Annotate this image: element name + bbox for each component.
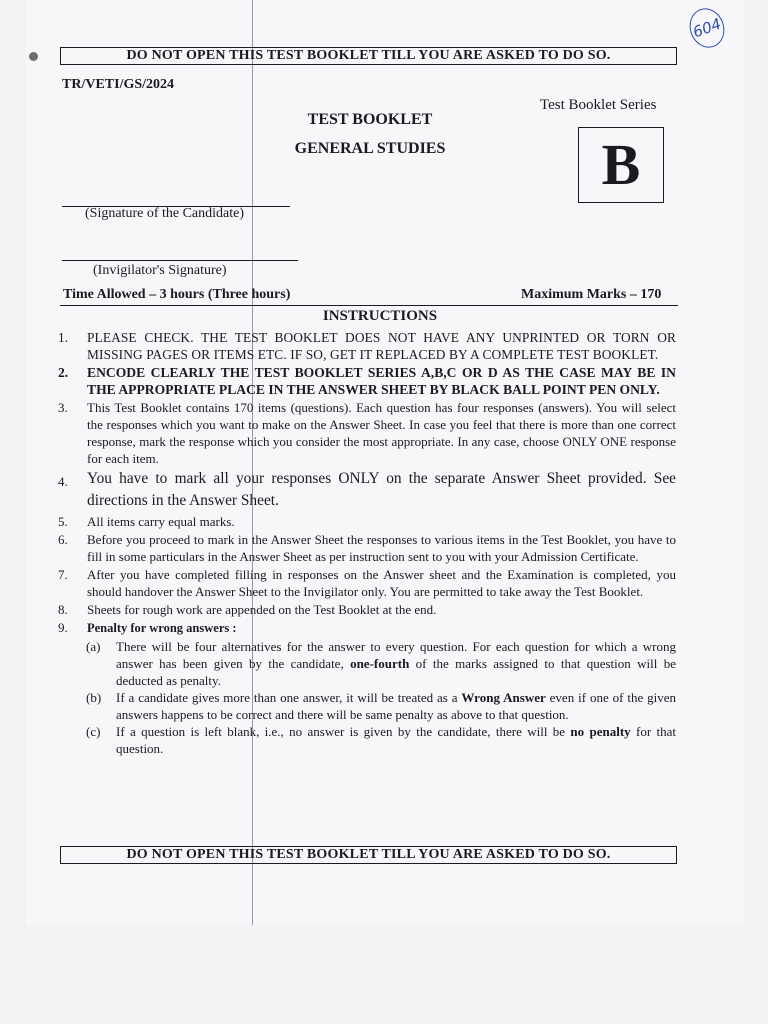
handwritten-number: 604 xyxy=(684,3,730,52)
candidate-signature-label: (Signature of the Candidate) xyxy=(85,206,245,221)
time-allowed-detail: (Three hours) xyxy=(207,287,291,302)
series-letter: B xyxy=(601,132,641,197)
punch-hole-mark xyxy=(29,52,38,61)
subject-title: GENERAL STUDIES xyxy=(294,140,446,157)
invigilator-signature-line xyxy=(62,260,298,261)
header-rule xyxy=(60,305,678,306)
time-allowed-label: Time Allowed – 3 hours xyxy=(63,287,205,302)
instruction-item: 8. Sheets for rough work are appended on the Test Booklet at the end. xyxy=(58,602,437,617)
instructions-list xyxy=(58,329,676,757)
time-allowed xyxy=(63,287,290,303)
instruction-item: 9. Penalty for wrong answers : xyxy=(58,620,237,635)
maximum-marks: Maximum Marks – 170 xyxy=(521,287,662,302)
booklet-title: TEST BOOKLET xyxy=(307,111,433,128)
bottom-warning-banner: DO NOT OPEN THIS TEST BOOKLET TILL YOU ARE ASKED TO DO SO. xyxy=(60,846,677,864)
series-label: Test Booklet Series xyxy=(540,97,657,113)
instruction-item: 7. After you have completed filling in responses on the Answer sheet and the Examination is completed, you should handover the Answer Sheet to the Invigilator only. You are permitted to take away the Test Booklet. xyxy=(58,567,676,599)
instruction-item: 6. Before you proceed to mark in the Answer Sheet the responses to various items in the Test Booklet, you have to fill in some particulars in the Answer Sheet as per instruction sent to you with your Admission Certificate. xyxy=(58,532,676,564)
penalty-item: (a) There will be four alternatives for the answer to every question. For each question for which a wrong answer has been given by the candidate, one-fourth of the marks assigned to that question will be deducted as penalty. xyxy=(86,639,677,688)
booklet-code: TR/VETI/GS/2024 xyxy=(62,77,175,92)
instruction-item: 3. This Test Booklet contains 170 items (questions). Each question has four responses (answers). You will select the responses which you want to make on the Answer Sheet. In case you feel that there is more than one correct response, mark the response which you consider the most appropriate. In any case, choose ONLY ONE response for each item. xyxy=(58,400,676,466)
instructions-title: INSTRUCTIONS xyxy=(322,308,438,324)
instruction-item: 5. All items carry equal marks. xyxy=(58,514,235,529)
top-warning-banner: DO NOT OPEN THIS TEST BOOKLET TILL YOU ARE ASKED TO DO SO. xyxy=(60,47,677,65)
instruction-item: 4. You have to mark all your responses ONLY on the separate Answer Sheet provided. See directions in the Answer Sheet. xyxy=(58,470,676,509)
invigilator-signature-label: (Invigilator's Signature) xyxy=(93,263,227,278)
penalty-item: (b) If a candidate gives more than one answer, it will be treated as a Wrong Answer even if one of the given answers happens to be correct and there will be same penalty as above to that question. xyxy=(86,690,677,722)
instruction-item: 2. ENCODE CLEARLY THE TEST BOOKLET SERIES A,B,C OR D AS THE CASE MAY BE IN THE APPROPRIATE PLACE IN THE ANSWER SHEET BY BLACK BALL POINT PEN ONLY. xyxy=(58,365,676,397)
penalty-heading: Penalty for wrong answers : xyxy=(87,621,237,635)
instruction-item: 1. PLEASE CHECK. THE TEST BOOKLET DOES NOT HAVE ANY UNPRINTED OR TORN OR MISSING PAGES OR ITEMS ETC. IF SO, GET IT REPLACED BY A COMPLETE TEST BOOKLET. xyxy=(58,330,676,362)
penalty-item: (c) If a question is left blank, i.e., no answer is given by the candidate, there will be no penalty for that question. xyxy=(86,724,677,756)
series-box xyxy=(578,127,664,203)
